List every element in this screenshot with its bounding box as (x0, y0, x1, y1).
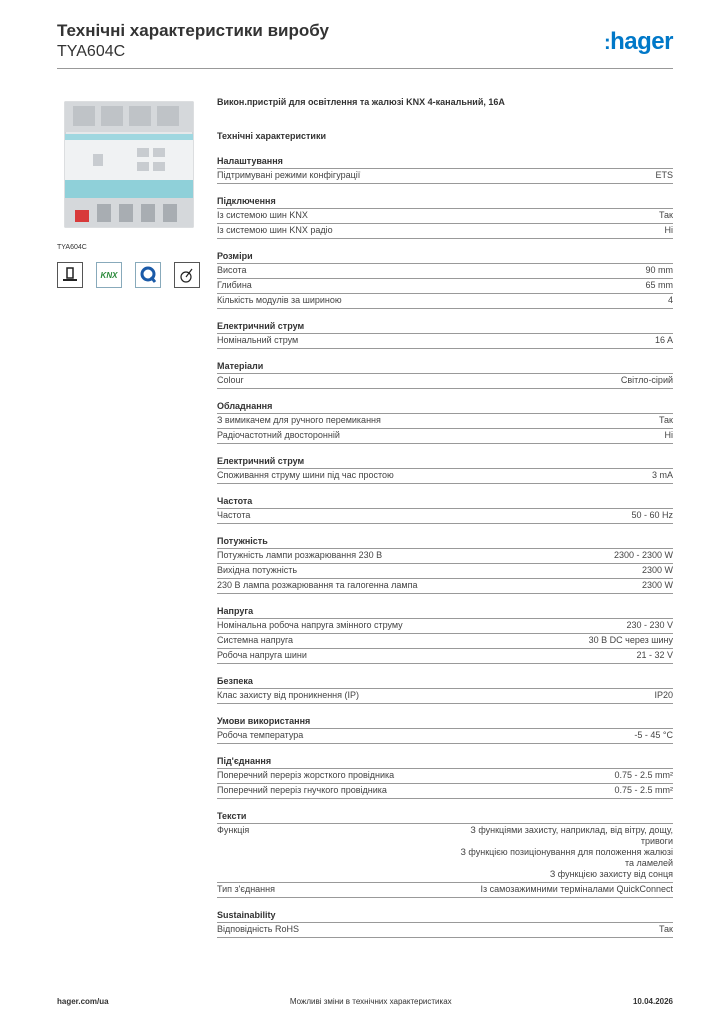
spec-value: Так (658, 210, 673, 220)
spec-row (217, 729, 673, 744)
spec-value: Світло-сірий (620, 375, 673, 385)
spec-value: 3 mA (651, 470, 673, 480)
spec-label: Радіочастотний двосторонній (217, 430, 340, 440)
product-code-title: TYA604C (57, 43, 126, 60)
spec-label: Висота (217, 265, 247, 275)
spec-value: IP20 (654, 690, 673, 700)
din-rail-icon (57, 262, 83, 288)
spec-row (217, 649, 673, 664)
product-image (57, 92, 202, 242)
spec-value: Ні (664, 225, 673, 235)
spec-label: Тип з'єднання (217, 884, 275, 894)
spec-section (217, 715, 673, 744)
spec-value: 65 mm (645, 280, 673, 290)
section-title: Електричний струм (217, 320, 673, 334)
spec-section (217, 155, 673, 184)
section-title: Електричний струм (217, 455, 673, 469)
spec-value: 21 - 32 V (636, 650, 673, 660)
footer-website-link[interactable]: hager.com/ua (57, 997, 109, 1006)
spec-row (217, 619, 673, 634)
spec-row (217, 784, 673, 799)
spec-section (217, 250, 673, 309)
spec-row (217, 264, 673, 279)
spec-sections (217, 155, 673, 938)
spec-value: 16 A (654, 335, 673, 345)
spec-row (217, 334, 673, 349)
spec-row (217, 429, 673, 444)
hager-logo[interactable]: :hager (603, 28, 673, 55)
spec-label: Вихідна потужність (217, 565, 298, 575)
section-title: Умови використання (217, 715, 673, 729)
spec-value: Так (658, 415, 673, 425)
spec-value: 30 В DC через шину (588, 635, 673, 645)
spec-value: 50 - 60 Hz (631, 510, 673, 520)
spec-row (217, 169, 673, 184)
spec-value: З функціями захисту, наприклад, від вітру, дощу, тривоги З функцією позиціонування для положення жалюзі та ламелей З функцією захисту від сонця (460, 825, 673, 879)
spec-label: Поперечний переріз жорсткого провідника (217, 770, 395, 780)
spec-row (217, 689, 673, 704)
spec-section (217, 360, 673, 389)
section-title: Напруга (217, 605, 673, 619)
spec-section (217, 455, 673, 484)
footer-date: 10.04.2026 (632, 997, 673, 1006)
spec-row (217, 224, 673, 239)
spec-label: Глибина (217, 280, 252, 290)
section-title: Розміри (217, 250, 673, 264)
product-name: Викон.пристрій для освітлення та жалюзі KNX 4-канальний, 16A (217, 97, 505, 107)
spec-row (217, 469, 673, 484)
spec-value: -5 - 45 °C (634, 730, 673, 740)
spec-content (217, 96, 673, 949)
spec-label: Номінальна робоча напруга змінного струму (217, 620, 403, 630)
spec-label: Colour (217, 375, 244, 385)
spec-section (217, 755, 673, 799)
product-image-caption: TYA604C (57, 244, 87, 251)
certification-icons (57, 262, 200, 288)
page-title: Технічні характеристики виробу (57, 21, 329, 40)
spec-section (217, 320, 673, 349)
spec-label: Відповідність RoHS (217, 924, 299, 934)
quicklink-icon (135, 262, 161, 288)
spec-section (217, 495, 673, 524)
section-title: Під'єднання (217, 755, 673, 769)
spec-label: Потужність лампи розжарювання 230 В (217, 550, 383, 560)
spec-label: Підтримувані режими конфігурації (217, 170, 361, 180)
header-divider (57, 68, 673, 69)
spec-label: Функція (217, 825, 250, 835)
spec-label: Споживання струму шини під час простою (217, 470, 394, 480)
spec-value: 2300 - 2300 W (613, 550, 673, 560)
spec-value: 0.75 - 2.5 mm² (614, 785, 673, 795)
spec-section (217, 810, 673, 898)
spec-label: Із системою шин KNX (217, 210, 308, 220)
spec-value: Так (658, 924, 673, 934)
spec-label: Поперечний переріз гнучкого провідника (217, 785, 387, 795)
spec-section (217, 605, 673, 664)
spec-section (217, 675, 673, 704)
section-title: Обладнання (217, 400, 673, 414)
spec-label: Кількість модулів за шириною (217, 295, 342, 305)
spec-value: 0.75 - 2.5 mm² (614, 770, 673, 780)
spec-label: Робоча напруга шини (217, 650, 307, 660)
spec-row (217, 564, 673, 579)
section-title: Налаштування (217, 155, 673, 169)
section-title: Частота (217, 495, 673, 509)
section-title: Підключення (217, 195, 673, 209)
spec-label: З вимикачем для ручного перемикання (217, 415, 381, 425)
spec-row (217, 374, 673, 389)
spec-section (217, 909, 673, 938)
spec-label: Частота (217, 510, 251, 520)
spec-row (217, 279, 673, 294)
spec-row (217, 634, 673, 649)
thermostat-icon (174, 262, 200, 288)
spec-row (217, 209, 673, 224)
spec-value: 4 (667, 295, 673, 305)
footer-notice: Можливі зміни в технічних характеристиках (289, 997, 452, 1006)
section-title: Потужність (217, 535, 673, 549)
spec-section (217, 535, 673, 594)
section-title: Тексти (217, 810, 673, 824)
page-header (57, 20, 673, 62)
section-title: Матеріали (217, 360, 673, 374)
spec-row (217, 294, 673, 309)
spec-label: Робоча температура (217, 730, 304, 740)
spec-row (217, 923, 673, 938)
spec-row (217, 509, 673, 524)
spec-label: Номінальний струм (217, 335, 299, 345)
knx-icon: KNX (96, 262, 122, 288)
spec-label: 230 В лампа розжарювання та галогенна лампа (217, 580, 418, 590)
spec-label: Системна напруга (217, 635, 294, 645)
spec-row (217, 769, 673, 784)
section-title: Безпека (217, 675, 673, 689)
section-title: Sustainability (217, 909, 673, 923)
spec-value: 230 - 230 V (626, 620, 673, 630)
spec-row (217, 883, 673, 898)
specs-heading: Технічні характеристики (217, 131, 326, 141)
spec-row (217, 579, 673, 594)
spec-row (217, 414, 673, 429)
spec-value: 2300 W (641, 580, 673, 590)
spec-value: 90 mm (645, 265, 673, 275)
spec-row (217, 549, 673, 564)
spec-value: ETS (655, 170, 673, 180)
spec-value: Ні (664, 430, 673, 440)
spec-row (217, 824, 673, 883)
spec-value: 2300 W (641, 565, 673, 575)
spec-section (217, 400, 673, 444)
page-footer (57, 997, 673, 1006)
spec-section (217, 195, 673, 239)
spec-label: Клас захисту від проникнення (IP) (217, 690, 360, 700)
spec-label: Із системою шин KNX радіо (217, 225, 333, 235)
spec-value: Із самозажимними терміналами QuickConnect (480, 884, 673, 894)
